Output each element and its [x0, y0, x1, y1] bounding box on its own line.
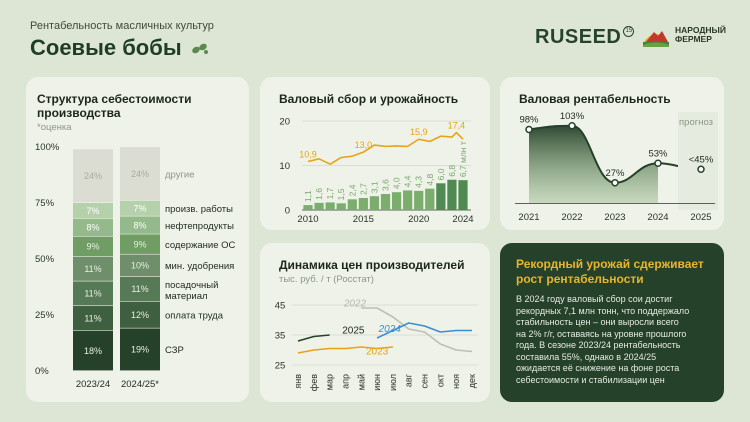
series-label: 2024 — [378, 324, 401, 335]
segment-label: произв. работы — [165, 204, 233, 216]
y-tick-label: 100% — [35, 142, 60, 153]
harvest-bar — [348, 199, 357, 210]
segment-label: содержание ОС — [165, 239, 236, 251]
y-tick-label: 50% — [35, 254, 55, 265]
cost-structure-note: *оценка — [37, 122, 72, 133]
farmer-logo-line2: ФЕРМЕР — [675, 34, 712, 44]
page-title: Соевые бобы — [30, 35, 182, 60]
x-tick-label: май — [356, 374, 367, 391]
x-tick-label: июн — [372, 374, 383, 391]
prices-card — [260, 243, 490, 402]
harvest-bar-label: 1,1 — [303, 190, 313, 203]
profitability-value-label: <45% — [688, 154, 714, 166]
x-tick-label: июл — [387, 374, 398, 391]
harvest-bar-label: 3,1 — [369, 181, 380, 194]
y-tick-label: 45 — [274, 300, 286, 312]
harvest-bar — [425, 189, 434, 210]
harvest-bar — [414, 191, 423, 210]
callout-line: рекордных 7,1 млн тонн, что поддержало — [516, 305, 690, 316]
yield-line — [308, 133, 463, 165]
segment-value-label: 12% — [130, 310, 150, 320]
segment-value-label: 11% — [84, 264, 102, 275]
x-tick-label: 2022 — [561, 212, 583, 223]
harvest-bar — [392, 192, 401, 210]
y-tick-label: 20 — [279, 116, 290, 128]
harvest-bar-label: 4,4 — [402, 175, 413, 188]
column-label: 2024/25* — [120, 379, 160, 390]
harvest-bar — [403, 190, 412, 210]
callout-line: на 2% г/г, оставаясь на уровне прошлого — [516, 328, 687, 339]
x-tick-label: 2024 — [647, 212, 669, 223]
cost-structure-chart — [26, 77, 249, 402]
prices-title: Динамика цен производителей — [279, 258, 465, 272]
profitability-value-label: 53% — [648, 148, 668, 160]
profitability-title: Валовая рентабельность — [519, 92, 671, 106]
harvest-bar — [337, 203, 346, 210]
x-tick-label: окт — [435, 374, 446, 388]
harvest-bar-label: 2,7 — [358, 183, 369, 195]
profitability-chart — [500, 77, 724, 230]
profitability-value-label: 103% — [559, 110, 585, 122]
x-tick-label: фев — [308, 374, 319, 392]
profitability-point — [698, 166, 704, 172]
harvest-title: Валовый сбор и урожайность — [279, 92, 459, 106]
ruseed-badge: 15 — [623, 26, 634, 37]
x-tick-label: авг — [403, 374, 414, 388]
callout-line: себестоимости и стабилизации цен — [516, 374, 665, 385]
yield-label: 17,4 — [447, 120, 466, 131]
yield-label: 13,0 — [354, 140, 373, 151]
x-tick-label: 2023 — [604, 212, 626, 223]
harvest-bar — [381, 194, 390, 210]
segment-value-label: 19% — [130, 344, 150, 355]
segment-value-label: 9% — [133, 239, 147, 250]
segment-value-label: 9% — [86, 241, 100, 252]
harvest-bar-label: 4,3 — [413, 176, 424, 188]
segment-label: мин. удобрения — [165, 261, 235, 273]
x-tick-label: 2024 — [452, 214, 474, 225]
harvest-bar — [370, 196, 379, 210]
harvest-bar-label: 3,6 — [380, 179, 391, 191]
segment-value-label: 11% — [131, 284, 149, 295]
harvest-bar — [314, 203, 323, 210]
harvest-bar-label: 1,6 — [314, 188, 325, 200]
harvest-bar — [326, 202, 335, 210]
harvest-bar — [436, 183, 445, 210]
x-tick-label: ноя — [451, 374, 462, 389]
forecast-label: прогноз — [679, 117, 713, 128]
segment-label: посадочный — [165, 280, 219, 292]
harvest-chart — [260, 77, 490, 230]
segment-value-label: 24% — [130, 168, 150, 179]
profitability-card — [500, 77, 724, 230]
prices-unit-label: тыс. руб. / т (Росстат) — [279, 274, 374, 285]
y-tick-label: 10 — [279, 161, 290, 172]
soybean-icon — [190, 41, 210, 62]
y-tick-label: 25% — [35, 310, 55, 321]
x-tick-label: 2020 — [408, 214, 430, 225]
x-tick-label: сен — [419, 374, 430, 389]
farmer-emblem-icon — [640, 22, 672, 48]
farmer-logo-line1: НАРОДНЫЙ — [675, 25, 726, 35]
x-tick-label: апр — [340, 374, 351, 389]
page-subtitle: Рентабельность масличных культур — [30, 20, 214, 32]
x-tick-label: 2010 — [297, 214, 319, 225]
harvest-bar — [458, 180, 467, 210]
segment-value-label: 7% — [86, 205, 100, 216]
callout-card — [500, 243, 724, 402]
callout-body — [516, 294, 716, 386]
segment-value-label: 11% — [84, 313, 102, 324]
y-tick-label: 25 — [274, 360, 286, 372]
yield-label: 10,9 — [299, 149, 317, 160]
callout-line: В 2024 году валовый сбор сои достиг — [516, 294, 673, 304]
harvest-bar-label: 1,7 — [325, 187, 336, 200]
series-label: 2023 — [365, 346, 389, 358]
cost-structure-card — [26, 77, 249, 402]
segment-label: нефтепродукты — [165, 220, 234, 232]
segment-value-label: 24% — [83, 171, 103, 182]
prices-chart — [260, 243, 490, 402]
x-tick-label: 2021 — [518, 212, 540, 223]
harvest-bar-label: 4,8 — [424, 173, 435, 186]
callout-line: ожидается её снижение на фоне роста — [516, 363, 680, 373]
x-tick-label: 2025 — [690, 212, 712, 223]
harvest-bar-label: 2,4 — [347, 184, 358, 197]
segment-label: оплата труда — [165, 310, 224, 322]
callout-line: года. В сезоне 2023/24 рентабельность — [516, 340, 681, 350]
x-tick-label: 2015 — [352, 214, 374, 225]
callout-title: Рекордный урожай сдерживает рост рентабельности — [516, 257, 704, 286]
x-tick-label: дек — [467, 374, 477, 389]
harvest-bar-label: 6,0 — [435, 168, 446, 181]
harvest-bar — [359, 198, 368, 210]
segment-label: СЗР — [165, 345, 184, 357]
harvest-bar-label: 6,8 — [446, 164, 457, 177]
segment-value-label: 10% — [130, 260, 150, 271]
segment-label: другие — [165, 169, 195, 181]
series-label: 2022 — [343, 298, 367, 310]
callout-line: составила 55%, однако в 2024/25 — [516, 351, 657, 362]
y-tick-label: 0 — [284, 205, 290, 217]
column-label: 2023/24 — [75, 379, 111, 390]
ruseed-logo-text: RUSEED — [535, 26, 622, 48]
harvest-bar — [303, 205, 312, 210]
cost-structure-title-line1: Структура себестоимости — [37, 92, 192, 106]
ruseed-logo — [535, 26, 634, 49]
profitability-point — [526, 127, 532, 133]
x-tick-label: янв — [293, 374, 303, 389]
segment-value-label: 11% — [84, 288, 102, 299]
harvest-bar-label: 6,7 млн т — [458, 141, 468, 178]
segment-value-label: 8% — [133, 220, 147, 231]
narodny-fermer-logo — [640, 22, 726, 48]
profitability-area — [529, 126, 658, 203]
harvest-bar-label: 4,0 — [391, 177, 402, 190]
harvest-card — [260, 77, 490, 230]
segment-value-label: 7% — [133, 203, 147, 214]
cost-structure-title-line2: производства — [37, 106, 121, 120]
series-label: 2025 — [342, 325, 365, 337]
profitability-point — [612, 180, 618, 186]
profitability-point — [569, 123, 575, 129]
segment-value-label: 8% — [86, 222, 100, 233]
harvest-bar-label: 1,5 — [336, 188, 347, 201]
price-line-2025 — [298, 335, 330, 341]
y-tick-label: 0% — [35, 366, 49, 377]
harvest-bar — [447, 180, 456, 210]
y-tick-label: 35 — [274, 330, 286, 342]
profitability-point — [655, 160, 661, 166]
segment-value-label: 18% — [83, 345, 103, 356]
profitability-value-label: 27% — [605, 167, 625, 179]
segment-label-line2: материал — [165, 291, 208, 303]
y-tick-label: 75% — [35, 198, 55, 209]
callout-line: стабильность цен – они выросли всего — [516, 317, 679, 327]
yield-label: 15,9 — [409, 127, 428, 138]
x-tick-label: мар — [324, 374, 335, 391]
profitability-value-label: 98% — [519, 114, 539, 126]
